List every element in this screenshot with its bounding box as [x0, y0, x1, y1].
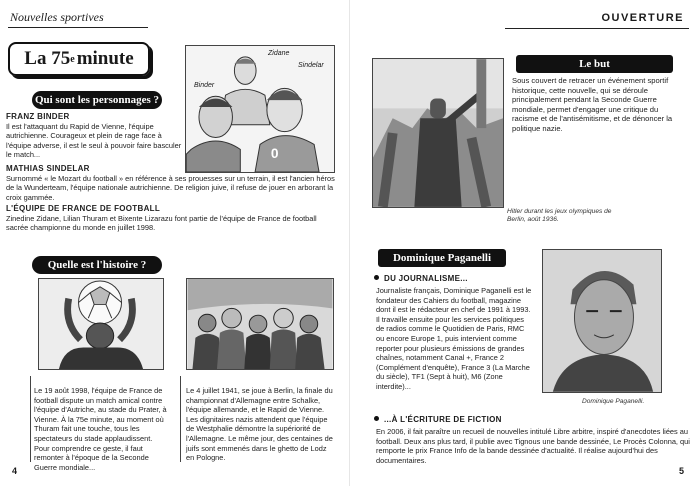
section-rule — [505, 28, 689, 29]
person-name: FRANZ BINDER — [6, 112, 70, 121]
section-label: OUVERTURE — [601, 12, 684, 24]
title-end: minute — [76, 48, 134, 69]
journalisme-text: Journaliste français, Dominique Paganelli est le fondateur des Cahiers du football, magazine dont il est le rédacteur en chef de 1991 à 1993. Il travaille ensuite pour les services politiques de radios comme le Quotidien de Paris, RMC ou encore Europe 1, puis intervient comme reporter pour plusieurs émissions de grandes chaînes, notamment Canal +, France 2 (Complément d'enquête), France 3 (La Marche du siècle), TF1 (Sept à huit), M6 (Zone interdite)... — [376, 286, 532, 391]
histoire-col1: Le 19 août 1998, l'équipe de France de football dispute un match amical contre l'équipe d'Autriche, au stade du Prater, à Vienne. À la 75e minute, au moment où Thuram fait une touche, tous les spectateurs du stade applaudissent. Pour comprendre ce geste, il faut remonter à l'époque de la Seconde Guerre mondiale... — [34, 386, 167, 472]
person-name: L'ÉQUIPE DE FRANCE DE FOOTBALL — [6, 204, 161, 213]
person-text: Il est l'attaquant du Rapid de Vienne, l'équipe autrichienne. Courageux et plein de rage face à l'équipe adverse, il est le seul à pouvoir faire basculer le match... — [6, 121, 182, 160]
person-text: Zinedine Zidane, Lilian Thuram et Bixente Lizarazu font partie de l'équipe de France de football sacrée championne du monde en juillet 1998. — [6, 213, 317, 233]
author-heading: Dominique Paganelli — [378, 249, 506, 267]
person-text: Surnommé « le Mozart du football » en référence à ses prouesses sur un terrain, il est l'ancien héros de la Wunderteam, l'équipe nationale autrichienne. De religion juive, il refuse de jouer en arborant la croix gammée. — [6, 173, 335, 202]
hitler-photo — [372, 58, 504, 208]
fiction-title: ...À L'ÉCRITURE DE FICTION — [374, 415, 502, 424]
crowd-drawing — [187, 279, 333, 369]
journalisme-title: DU JOURNALISME... — [374, 274, 468, 283]
hitler-photo-drawing — [373, 59, 503, 207]
right-page — [350, 0, 700, 486]
author-photo — [542, 249, 662, 393]
label-zidane: Zidane — [268, 50, 290, 57]
page-number: 5 — [678, 466, 684, 476]
title-sup: e — [70, 53, 75, 65]
person-mathias-sindelar — [6, 162, 336, 202]
title-main: La 75 — [24, 48, 71, 69]
hitler-caption: Hitler durant les jeux olympiques de Berlin, août 1936. — [507, 208, 612, 223]
section-rule — [8, 27, 148, 28]
person-franz-binder — [6, 110, 184, 160]
author-caption: Dominique Paganelli. — [582, 398, 645, 405]
football-drawing — [39, 279, 163, 369]
football-illustration — [38, 278, 164, 370]
section-label: Nouvelles sportives — [10, 10, 104, 24]
personnages-heading: Qui sont les personnages ? — [32, 91, 162, 109]
column-bar — [180, 376, 181, 462]
characters-illustration — [185, 45, 335, 173]
author-photo-drawing — [543, 250, 661, 392]
label-sindelar: Sindelar — [298, 62, 324, 69]
histoire-heading: Quelle est l'histoire ? — [32, 256, 162, 274]
page-title — [8, 42, 150, 76]
page-number: 4 — [12, 466, 18, 476]
person-equipe-france — [6, 202, 336, 233]
person-name: MATHIAS SINDELAR — [6, 164, 90, 173]
but-heading: Le but — [516, 55, 673, 73]
fiction-text: En 2006, il fait paraître un recueil de nouvelles intitulé Libre arbitre, inspiré d'anecdotes liées au football. Deux ans plus tard, il publie avec Tignous une bande dessinée, Le Procès Colonna, qui remporte le prix France Info de la bande dessinée d'actualité. Il réalise aujourd'hui des documentaires. — [376, 427, 690, 465]
svg-text:0: 0 — [270, 146, 279, 162]
crowd-illustration — [186, 278, 334, 370]
histoire-col2: Le 4 juillet 1941, se joue à Berlin, la finale du championnat d'Allemagne entre Schalke, l'équipe allemande, et le Rapid de Vienne. Les dignitaires nazis attendent que l'équipe de Westphalie démontre la supériorité de l'Allemagne. Le même jour, des centaines de juifs sont emmenés dans le ghetto de Lodz en Pologne. — [186, 386, 333, 463]
column-bar — [30, 376, 31, 462]
but-text: Sous couvert de retracer un événement sportif historique, cette nouvelle, qui se déroule principalement pendant la Seconde Guerre mondiale, permet d'engager une critique du racisme et de l'antisémitisme, et de dénoncer la politique nazie. — [512, 76, 673, 133]
label-binder: Binder — [194, 82, 215, 89]
